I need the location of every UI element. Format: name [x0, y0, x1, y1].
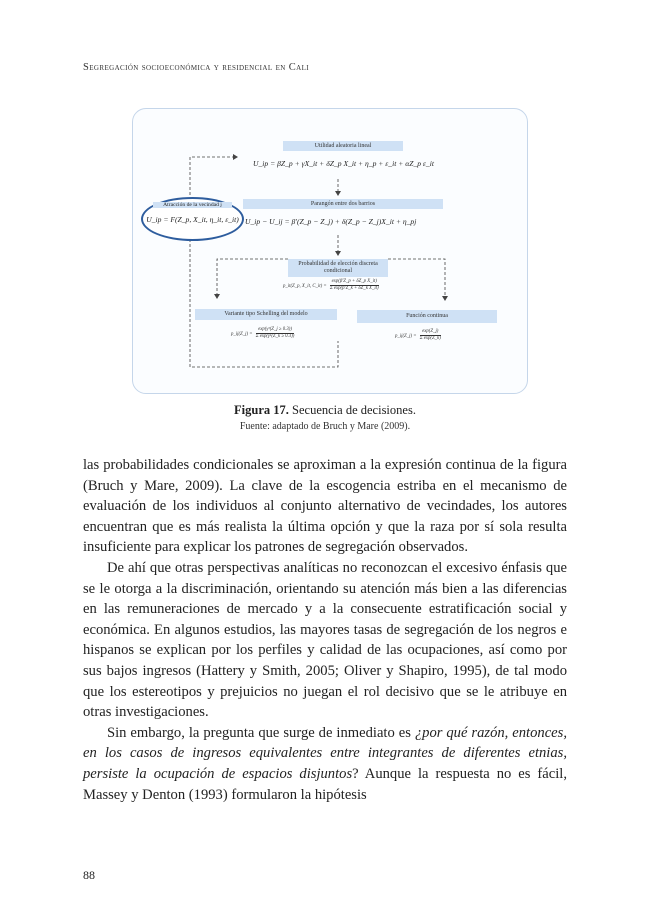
eq-probabilidad-den: Σ exp(β′Z_k + δZ_k X_it)	[329, 286, 379, 292]
figure-label: Figura 17.	[234, 403, 289, 417]
eq-schelling-den: Σ exp(γ¹(Z_k ≥ 0.3))	[255, 334, 295, 340]
eq-continua-den: Σ exp(Z_k)	[419, 336, 441, 342]
eq-probabilidad	[283, 279, 379, 292]
box-probabilidad: Probabilidad de elección discreta condicional	[288, 259, 388, 277]
paragraph-1: las probabilidades condicionales se aproximan a la expresión continua de la figura (Bruch y Mare, 2009). La clave de la escogencia estriba en el mecanismo de evaluación de los individuos al conjunto alternativo de vecindades, los autores encuentran que es más realista la última opción y que la raza por sí sola resulta insuficiente para explicar los patrones de segregación observados.	[83, 457, 567, 556]
body-text	[83, 455, 567, 805]
paragraph-2: De ahí que otras perspectivas analíticas no reconozcan el excesivo énfasis que se le otorga a la discriminación, orientando su atención más bien a las diferencias en las remuneraciones de mercado y a la consecuente estratificación social y económica. En algunos estudios, las mayores tasas de segregación de los negros e hispanos se explican por los perfiles y calidad de las ocupaciones, así como por sus bajos ingresos (Hattery y Smith, 2005; Oliver y Shapiro, 1995), de tal modo que los estereotipos y prejuicios no juegan el rol decisivo que se le atribuye en otras investigaciones.	[83, 559, 567, 721]
eq-parangon: U_ip − U_ij = β′(Z_p − Z_j) + δ(Z_p − Z_j)X_it + η_pj	[245, 217, 417, 226]
figure-caption-text: Secuencia de decisiones.	[288, 403, 416, 417]
connector-loop-top	[190, 157, 233, 195]
paragraph-3-start: Sin embargo, la pregunta que surge de inmediato es	[107, 724, 415, 741]
eq-schelling	[231, 327, 294, 340]
eq-atraccion: U_ip = F(Z_p, X_it, η_it, ε_it)	[146, 215, 239, 224]
eq-schelling-num: exp(γ¹(Z_j ≥ 0.3))	[256, 327, 295, 334]
figure-connectors	[133, 109, 527, 393]
box-continua: Función continua	[357, 310, 497, 323]
eq-continua-lhs: p_ij(Z_j) =	[395, 333, 417, 339]
eq-schelling-lhs: p_ij(Z_j) =	[231, 331, 253, 337]
ellipse-atraccion	[141, 197, 244, 241]
running-header: Segregación socioeconómica y residencial en Cali	[83, 62, 309, 73]
paragraph-3	[83, 723, 567, 805]
box-atraccion: Atracción de la vecindad j	[153, 202, 232, 208]
eq-continua	[395, 329, 441, 342]
paragraph-3-end: ? Aunque la respuesta no es fácil, Massey y Denton (1993) formularon la hipótesis	[83, 765, 567, 803]
figure-caption	[0, 403, 650, 418]
box-parangon: Parangón entre dos barrios	[243, 199, 443, 209]
eq-probabilidad-lhs: p_it(Z_p, X_it, C_it) =	[283, 283, 327, 289]
paragraph-3-question: ¿por qué razón, entonces, en los casos de ingresos equivalentes entre integrantes de diferentes etnias, persiste la ocupación de espacios disjuntos	[83, 724, 567, 782]
decision-sequence-figure	[132, 108, 528, 394]
box-schelling: Variante tipo Schelling del modelo	[195, 309, 337, 320]
page-number: 88	[83, 868, 95, 882]
eq-utilidad: U_ip = βZ_p + γX_it + δZ_p X_it + η_p + ε_it + αZ_p ε_it	[253, 159, 434, 168]
eq-probabilidad-num: exp(β′Z_p + δZ_p X_it)	[330, 279, 379, 286]
figure-source: Fuente: adaptado de Bruch y Mare (2009).	[239, 421, 411, 432]
eq-continua-num: exp(Z_j)	[420, 329, 441, 336]
box-utilidad: Utilidad aleatoria lineal	[283, 141, 403, 151]
